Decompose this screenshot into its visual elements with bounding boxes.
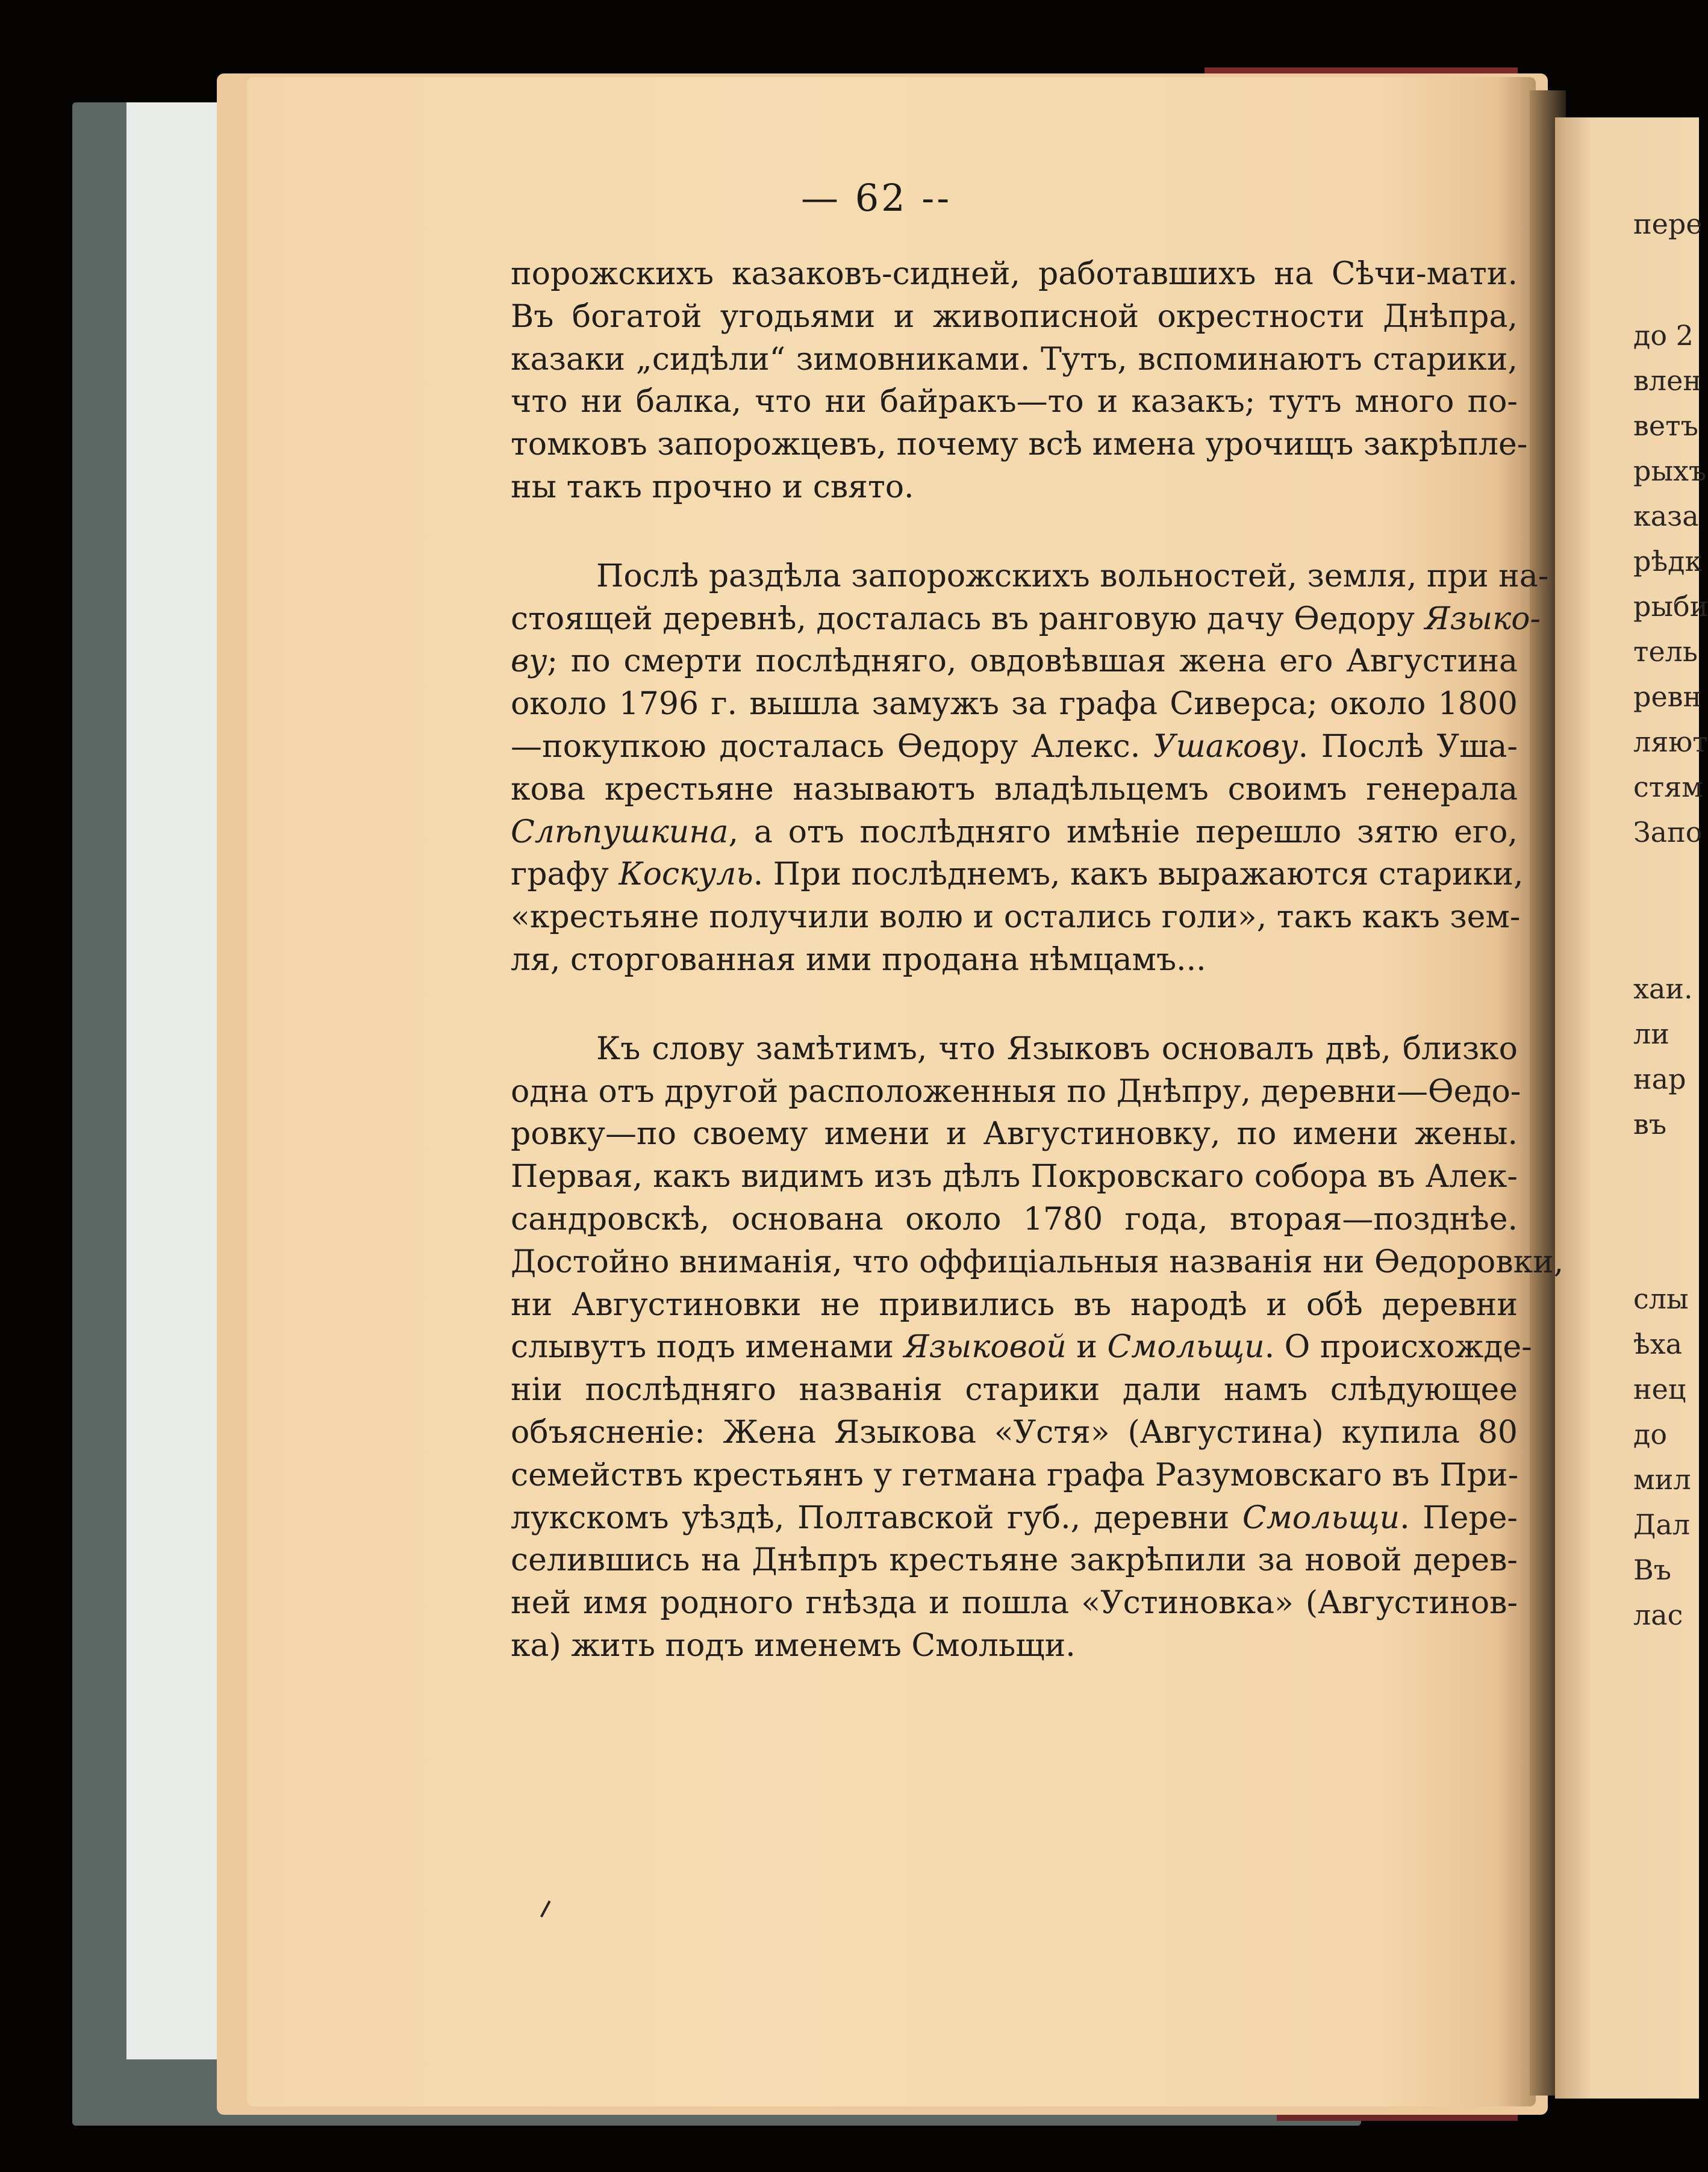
text-segment: ни Августиновки не привились въ народѣ и обѣ деревни xyxy=(511,1286,1518,1323)
text-line xyxy=(511,555,1549,598)
facing-page-line: мил xyxy=(1633,1463,1691,1496)
text-segment: ву xyxy=(511,643,547,680)
text-segment: казаки „сидѣли“ зимовниками. Тутъ, вспоминаютъ старики, xyxy=(511,341,1518,378)
text-line xyxy=(511,598,1541,641)
paragraph xyxy=(511,253,1528,509)
text-segment: графу xyxy=(511,856,619,893)
text-segment: и xyxy=(1066,1329,1108,1366)
text-line xyxy=(511,1113,1518,1156)
page-number: — 62 -- xyxy=(801,176,952,220)
text-line xyxy=(511,1369,1518,1411)
text-segment: что ни балка, что ни байракъ—то и казакъ; тутъ много по- xyxy=(511,384,1518,420)
text-segment: Достойно вниманія, что оффиціальныя названія ни Ѳедоровки, xyxy=(511,1243,1564,1280)
facing-page-line: въ xyxy=(1633,1108,1667,1140)
text-line xyxy=(511,640,1518,683)
text-line xyxy=(511,1497,1518,1540)
facing-page-line: лас xyxy=(1633,1599,1683,1631)
text-line xyxy=(511,1326,1532,1369)
text-line xyxy=(511,1411,1518,1454)
text-line xyxy=(511,939,1518,982)
text-segment: кова крестьяне называютъ владѣльцемъ своимъ генерала xyxy=(511,771,1518,807)
text-segment: около 1796 г. вышла замужъ за графа Сиверса; около 1800 xyxy=(511,686,1518,723)
text-segment: ніи послѣдняго названія старики дали намъ слѣдующее xyxy=(511,1372,1518,1408)
facing-page-line: ляют xyxy=(1633,726,1708,758)
text-segment: Смольщи xyxy=(1107,1329,1265,1366)
text-segment: селившись на Днѣпръ крестьяне закрѣпили за новой дерев- xyxy=(511,1542,1518,1579)
text-line xyxy=(511,1028,1518,1071)
text-line xyxy=(511,768,1518,811)
text-line xyxy=(511,338,1518,381)
facing-page-line: до 2 xyxy=(1633,319,1694,352)
facing-page-line: тель xyxy=(1633,635,1698,668)
text-line xyxy=(511,381,1518,423)
text-line xyxy=(511,1284,1518,1327)
text-segment: одна отъ другой расположенныя по Днѣпру, деревни—Ѳедо- xyxy=(511,1073,1521,1110)
text-segment: стоящей деревнѣ, досталась въ ранговую дачу Ѳедору xyxy=(511,600,1425,637)
text-segment: —покупкою досталась Ѳедору Алекс. xyxy=(511,728,1153,765)
text-segment: ровку—по своему имени и Августиновку, по имени жены. xyxy=(511,1116,1518,1153)
facing-page-line: каза xyxy=(1633,500,1699,532)
facing-page-line: нар xyxy=(1633,1063,1686,1095)
text-line xyxy=(511,1454,1518,1497)
facing-page-line: ѣха xyxy=(1633,1328,1683,1360)
text-line xyxy=(511,1625,1518,1667)
text-segment: слывутъ подъ именами xyxy=(511,1329,904,1366)
text-line xyxy=(511,1539,1518,1582)
text-line xyxy=(511,1582,1518,1625)
facing-page-line: ветъ xyxy=(1633,409,1698,442)
text-segment: . При послѣднемъ, какъ выражаются старики, xyxy=(753,856,1524,893)
facing-page-line: пере xyxy=(1633,208,1703,240)
text-line xyxy=(511,726,1518,768)
text-segment: . Пере- xyxy=(1400,1499,1518,1536)
text-segment: сандровскѣ, основана около 1780 года, вторая—позднѣе. xyxy=(511,1201,1518,1237)
text-line xyxy=(511,253,1518,296)
text-line xyxy=(511,1198,1518,1241)
text-segment: Коскуль xyxy=(619,856,753,893)
text-segment: Первая, какъ видимъ изъ дѣлъ Покровскаго собора въ Алек- xyxy=(511,1159,1518,1195)
text-segment: лукскомъ уѣздѣ, Полтавской губ., деревни xyxy=(511,1499,1242,1536)
facing-page-line: рѣдк xyxy=(1633,545,1703,577)
text-segment: ля, сторгованная ими продана нѣмцамъ... xyxy=(511,941,1206,978)
facing-page-line: влен xyxy=(1633,364,1702,397)
facing-page-line: стям xyxy=(1633,771,1704,803)
text-segment: , а отъ послѣдняго имѣніе перешло зятю его, xyxy=(728,814,1518,850)
text-segment: . Послѣ Уша- xyxy=(1298,728,1518,765)
facing-page-line: нец xyxy=(1633,1373,1686,1405)
text-line xyxy=(511,466,1518,509)
text-line xyxy=(511,811,1518,854)
text-segment: семействъ крестьянъ у гетмана графа Разумовскаго въ При- xyxy=(511,1457,1519,1493)
facing-page-line: рыхъ xyxy=(1633,455,1707,487)
text-segment: Къ слову замѣтимъ, что Языковъ основалъ двѣ, близко xyxy=(596,1030,1518,1067)
text-line xyxy=(511,1156,1518,1198)
facing-page-line: хаи. xyxy=(1633,972,1693,1005)
facing-page-line: рыби xyxy=(1633,590,1708,623)
text-segment: томковъ запорожцевъ, почему всѣ имена урочищъ закрѣпле- xyxy=(511,426,1528,463)
text-segment: объясненіе: Жена Языкова «Устя» (Августина) купила 80 xyxy=(511,1414,1518,1451)
text-line xyxy=(511,423,1528,466)
text-segment: ней имя родного гнѣзда и пошла «Устиновка» (Августинов- xyxy=(511,1585,1518,1622)
text-segment: Послѣ раздѣла запорожскихъ вольностей, земля, при на- xyxy=(596,558,1549,594)
text-segment: Языковой xyxy=(903,1329,1067,1366)
paragraph xyxy=(511,1028,1564,1667)
text-segment: ка) жить подъ именемъ Смольщи. xyxy=(511,1627,1076,1664)
text-segment: ны такъ прочно и свято. xyxy=(511,468,914,505)
facing-page-line: Въ xyxy=(1633,1554,1672,1586)
text-line xyxy=(511,896,1521,939)
text-line xyxy=(511,683,1518,726)
text-segment: ; по смерти послѣдняго, овдовѣвшая жена его Августина xyxy=(547,643,1518,680)
text-segment: Слѣпушкина xyxy=(511,814,729,850)
text-line xyxy=(511,853,1524,896)
text-segment: . О происхожде- xyxy=(1264,1329,1532,1366)
text-segment: «крестьяне получили волю и остались голи», такъ какъ зем- xyxy=(511,899,1521,936)
page-text xyxy=(511,253,1564,1667)
facing-page-line: ли xyxy=(1633,1018,1669,1050)
text-line xyxy=(511,1241,1564,1284)
text-line xyxy=(511,296,1518,338)
facing-page-line: ревн xyxy=(1633,680,1702,713)
text-segment: Смольщи xyxy=(1242,1499,1400,1536)
text-segment: Въ богатой угодьями и живописной окрестности Днѣпра, xyxy=(511,298,1518,335)
text-segment: порожскихъ казаковъ-сидней, работавшихъ на Сѣчи-мати. xyxy=(511,256,1518,292)
text-segment: Языко- xyxy=(1424,600,1541,637)
facing-page xyxy=(1555,117,1708,2099)
text-line xyxy=(511,1071,1521,1113)
paragraph xyxy=(511,555,1549,982)
facing-page-line: Дал xyxy=(1633,1508,1691,1541)
facing-page-line: Запо xyxy=(1633,816,1703,848)
facing-page-line: слы xyxy=(1633,1283,1689,1315)
text-segment: Ушакову xyxy=(1153,728,1298,765)
facing-page-line: до xyxy=(1633,1418,1668,1451)
